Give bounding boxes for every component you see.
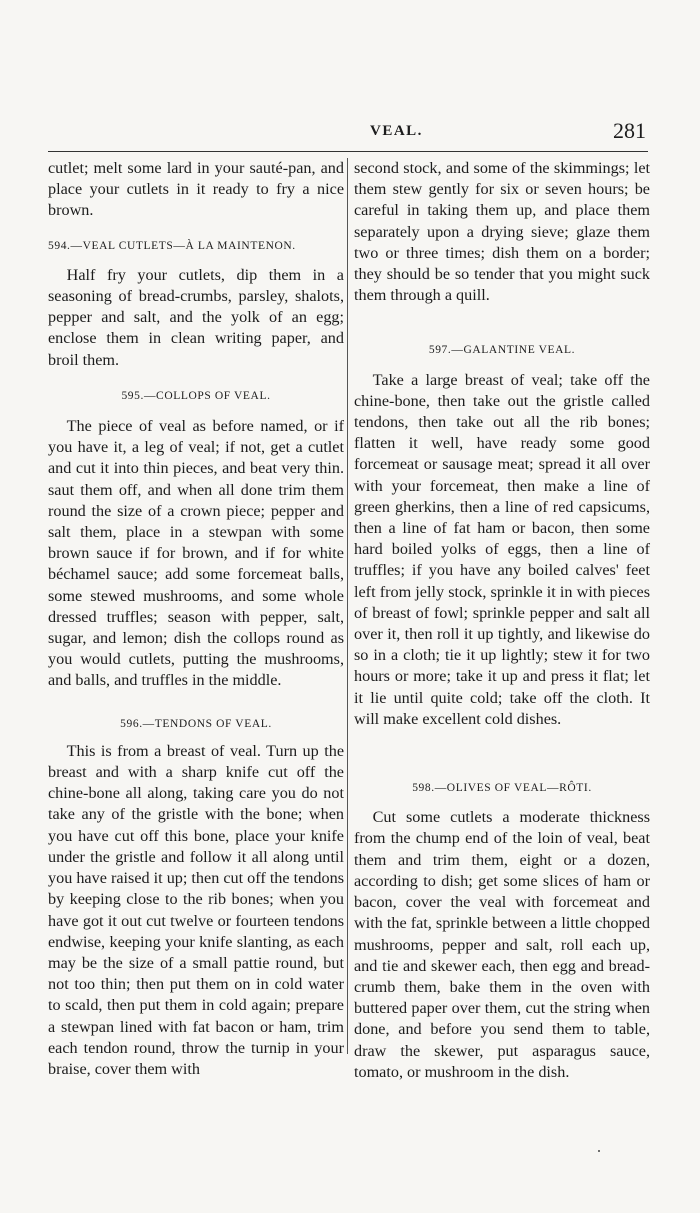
- recipe-text-594: Half fry your cutlets, dip them in a seasoning of bread-crumbs, parsley, shalots, pepper and salt, and the yolk of an egg; enclose them in clean writing paper, and broil them.: [48, 265, 344, 369]
- page-header: [48, 118, 648, 148]
- recipe-text-598: Cut some cutlets a moderate thickness from the chump end of the loin of veal, beat them and trim them, eight or a dozen, according to dish; get some slices of ham or bacon, cover the veal with forcemeat and with the fat, sprinkle between a little chopped mushrooms, pepper and salt, roll each up, and tie and skewer each, then egg and bread-crumb them, bake them in the oven with buttered paper over them, cut the string when done, and before you send them to table, draw the skewer, put asparagus sauce, tomato, or mushroom in the dish.: [354, 808, 650, 1081]
- recipe-heading-597: 597.—GALANTINE VEAL.: [428, 344, 576, 357]
- left-column: [48, 158, 344, 1080]
- paragraph-continued: second stock, and some of the skimmings; let them stew gently for six or seven hours; be careful in taking them up, and place them separately upon a drying sieve; glaze them two or three times; dish them on a border; they should be so tender that you might suck them through a quill.: [354, 159, 650, 305]
- running-head: VEAL.: [370, 123, 423, 139]
- recipe-heading-594: 594.—VEAL CUTLETS—À LA MAINTENON.: [48, 239, 296, 252]
- page-number: 281: [613, 118, 646, 143]
- recipe-text-596: This is from a breast of veal. Turn up the breast and with a sharp knife cut off the chine-bone all along, taking care you do not take any of the gristle with the bone; when you have cut off this bone, place your knife under the gristle and follow it all along until you have raised it up; then cut off the tendons by keeping close to the rib bones; when you have got it out cut twelve or fourteen tendons endwise, keeping your knife slanting, as each may be the size of a small pattie round, but not too thin; then put them on in cold water to scald, then put them in cold again; prepare a stewpan lined with fat bacon or ham, trim each tendon round, throw the turnip in your braise, cover them with: [48, 741, 344, 1078]
- paragraph-continued: cutlet; melt some lard in your sauté-pan, and place your cutlets in it ready to fry a nice brown.: [48, 159, 344, 220]
- recipe-heading-595: 595.—COLLOPS OF VEAL.: [121, 389, 271, 402]
- recipe-text-597: Take a large breast of veal; take off the chine-bone, then take out the gristle called tendons, then take out all the rib bones; flatten it well, have ready some good forcemeat or sausage meat; spread it all over with your forcemeat, then make a line of green gherkins, then a line of red capsicums, then a line of fat ham or bacon, then some hard boiled yolks of eggs, then a line of truffles; if you have any boiled calves' feet left from jelly stock, sprinkle it in with pieces of breast of fowl; sprinkle pepper and salt all over it, then roll it up tightly, and likewise do so in a cloth; tie it up lightly; stew it for two hours or more; take it up and press it flat; let it lie until quite cold; take off the cloth. It will make excellent cold dishes.: [354, 370, 650, 728]
- recipe-heading-596: 596.—TENDONS OF VEAL.: [120, 717, 272, 730]
- header-rule: [48, 151, 648, 152]
- column-divider: [347, 158, 348, 1054]
- recipe-heading-598: 598.—OLIVES OF VEAL—RÔTI.: [412, 782, 592, 795]
- print-speck: [598, 1150, 600, 1152]
- recipe-text-595: The piece of veal as before named, or if you have it, a leg of veal; if not, get a cutlet and cut it into thin pieces, and beat very thin. saut them off, and when all done trim them round the size of a crown piece; pepper and salt them, place in a stewpan with some brown sauce if for brown, and if for white béchamel sauce; add some forcemeat balls, some stewed mushrooms, and some whole dressed truffles; season with pepper, salt, sugar, and lemon; dish the collops round as you would cutlets, putting the mushrooms, and balls, and truffles in the middle.: [48, 417, 344, 690]
- right-column: [354, 158, 650, 1083]
